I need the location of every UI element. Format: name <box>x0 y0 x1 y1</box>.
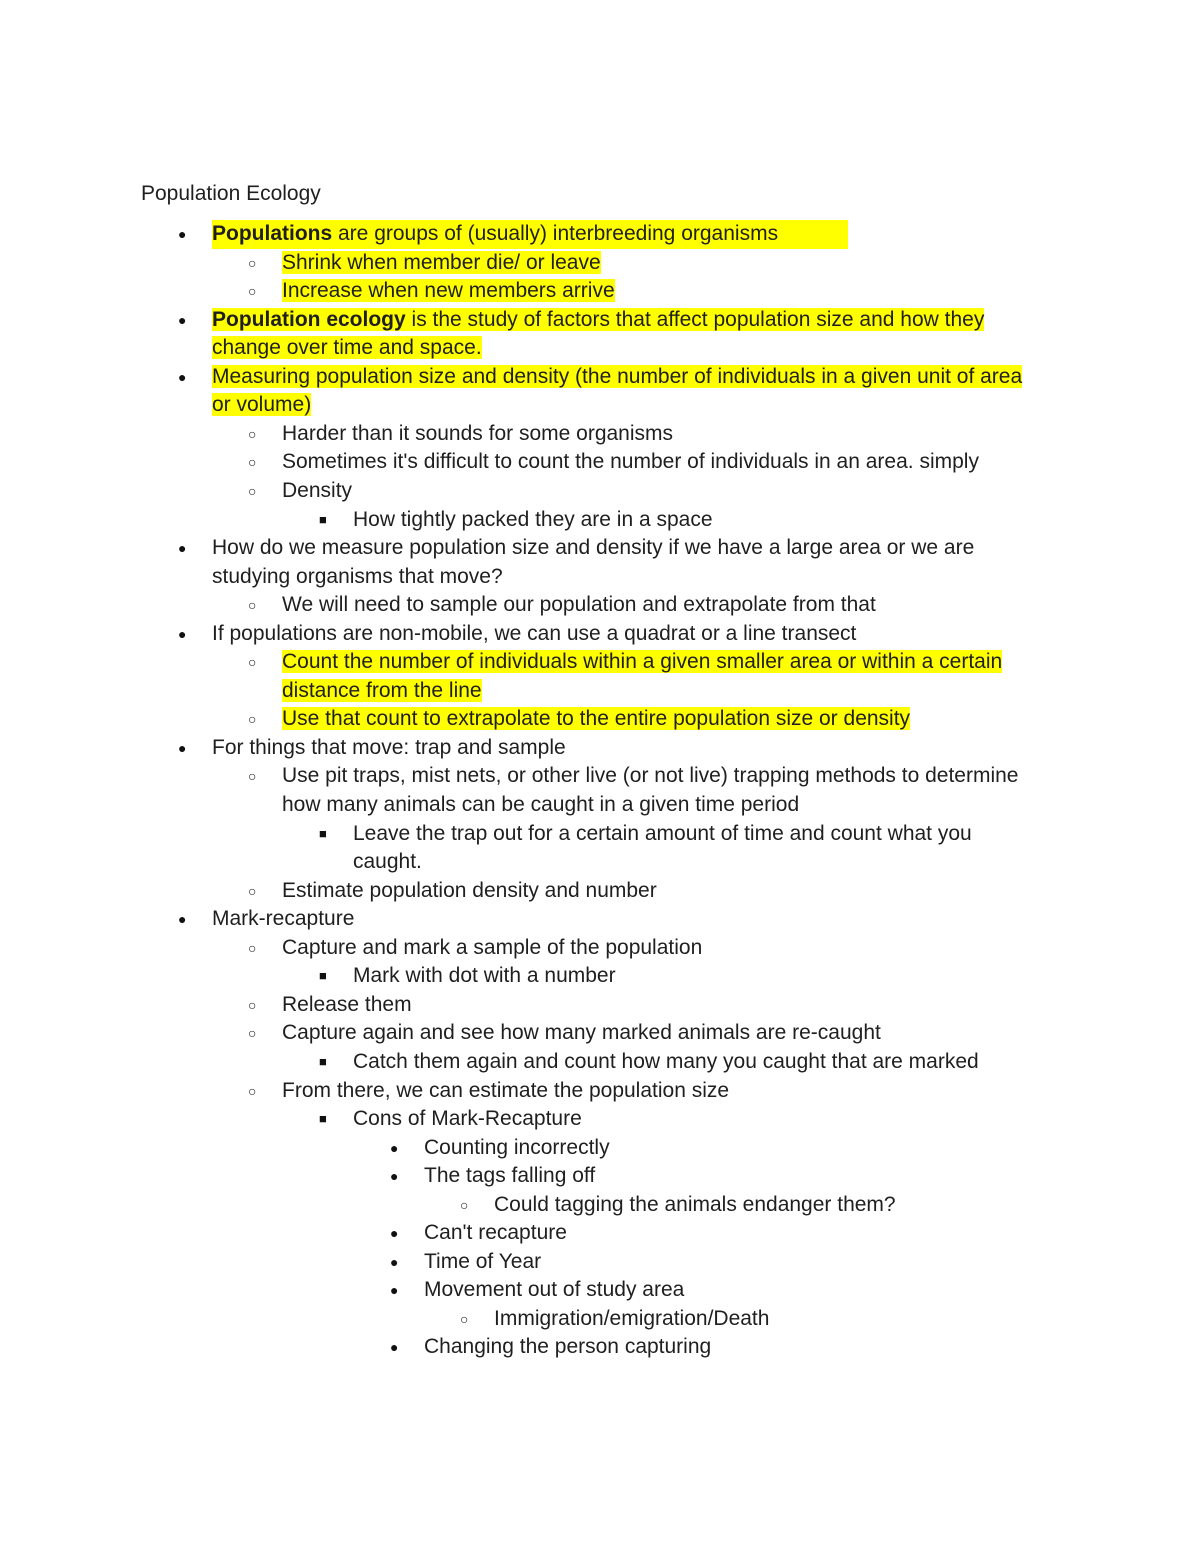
disc-bullet-icon: ● <box>390 1168 399 1185</box>
disc-bullet-icon: ● <box>178 625 187 642</box>
square-bullet-icon: ■ <box>319 1111 327 1127</box>
circle-bullet-icon: ○ <box>248 1025 257 1042</box>
list-item <box>282 1019 881 1048</box>
item-text: Movement out of study area <box>424 1278 685 1302</box>
item-text: Can't recapture <box>424 1221 567 1245</box>
circle-bullet-icon: ○ <box>248 939 257 956</box>
item-text: The tags falling off <box>424 1164 596 1188</box>
disc-bullet-icon: ● <box>178 368 187 385</box>
list-item <box>424 1333 711 1362</box>
list-item-continuation <box>212 563 503 592</box>
item-text: Sometimes it's difficult to count the number of individuals in an area. simply <box>282 450 979 474</box>
disc-bullet-icon: ● <box>390 1339 399 1356</box>
item-text: Capture and mark a sample of the population <box>282 935 703 959</box>
item-text: Changing the person capturing <box>424 1335 712 1359</box>
circle-bullet-icon: ○ <box>248 711 257 728</box>
item-text: Harder than it sounds for some organisms <box>282 421 674 445</box>
item-text: Density <box>282 478 353 502</box>
item-text: If populations are non-mobile, we can use a quadrat or a line transect <box>212 621 857 645</box>
list-item-continuation <box>212 391 311 420</box>
item-text: Measuring population size and density (the number of individuals in a given unit of area <box>212 364 1023 388</box>
list-item <box>424 1248 541 1277</box>
item-text: Cons of Mark-Recapture <box>353 1107 582 1131</box>
list-item <box>282 420 673 449</box>
list-item <box>282 448 979 477</box>
document-title: Population Ecology <box>141 182 321 205</box>
item-text: Count the number of individuals within a given smaller area or within a certain <box>282 650 1003 674</box>
list-item <box>282 249 601 278</box>
circle-bullet-icon: ○ <box>248 654 257 671</box>
disc-bullet-icon: ● <box>390 1139 399 1156</box>
item-text: From there, we can estimate the population size <box>282 1078 730 1102</box>
item-text: How do we measure population size and density if we have a large area or we are <box>212 536 975 560</box>
item-text: Use pit traps, mist nets, or other live (or not live) trapping methods to determine <box>282 764 1019 788</box>
item-text: is the study of factors that affect population size and how they <box>405 307 985 331</box>
circle-bullet-icon: ○ <box>248 482 257 499</box>
item-text: Counting incorrectly <box>424 1135 610 1159</box>
list-item-continuation <box>282 677 482 706</box>
item-text: are groups of (usually) interbreeding organisms <box>332 222 779 245</box>
item-text: We will need to sample our population and extrapolate from that <box>282 593 876 617</box>
square-bullet-icon: ■ <box>319 511 327 527</box>
list-item <box>212 363 1022 392</box>
square-bullet-icon: ■ <box>319 1053 327 1069</box>
item-text: studying organisms that move? <box>212 564 503 588</box>
list-item <box>282 705 910 734</box>
square-bullet-icon: ■ <box>319 825 327 841</box>
list-item <box>424 1219 567 1248</box>
list-item <box>424 1134 610 1163</box>
list-item <box>424 1276 684 1305</box>
item-text: how many animals can be caught in a given time period <box>282 793 800 816</box>
circle-bullet-icon: ○ <box>460 1310 469 1327</box>
disc-bullet-icon: ● <box>178 739 187 756</box>
item-text: Could tagging the animals endanger them? <box>494 1192 896 1216</box>
item-text: Leave the trap out for a certain amount of time and count what you <box>353 821 972 845</box>
list-item <box>282 991 412 1020</box>
list-item <box>282 877 657 906</box>
disc-bullet-icon: ● <box>178 540 187 557</box>
item-text: change over time and space. <box>212 336 482 360</box>
list-item <box>353 1048 979 1077</box>
list-item <box>282 648 1002 677</box>
circle-bullet-icon: ○ <box>248 254 257 271</box>
item-text: Immigration/emigration/Death <box>494 1306 770 1330</box>
list-item <box>212 534 974 563</box>
disc-bullet-icon: ● <box>390 1253 399 1270</box>
list-item <box>353 1105 582 1134</box>
list-item <box>212 734 566 763</box>
bold-term: Populations <box>212 222 333 245</box>
circle-bullet-icon: ○ <box>248 768 257 785</box>
circle-bullet-icon: ○ <box>248 425 257 442</box>
item-text: or volume) <box>212 393 312 417</box>
list-item <box>353 820 972 849</box>
disc-bullet-icon: ● <box>390 1282 399 1299</box>
item-text: Mark-recapture <box>212 907 355 931</box>
list-item <box>282 1077 729 1106</box>
circle-bullet-icon: ○ <box>460 1196 469 1213</box>
item-text: Estimate population density and number <box>282 878 657 902</box>
list-item <box>424 1162 595 1191</box>
disc-bullet-icon: ● <box>178 226 187 242</box>
list-item <box>212 220 848 249</box>
item-text: Catch them again and count how many you caught that are marked <box>353 1049 979 1073</box>
bold-term: Population ecology <box>212 307 406 331</box>
item-text: Increase when new members arrive <box>282 279 615 303</box>
circle-bullet-icon: ○ <box>248 597 257 614</box>
disc-bullet-icon: ● <box>178 911 187 928</box>
item-text: Time of Year <box>424 1249 542 1273</box>
item-text: Capture again and see how many marked animals are re-caught <box>282 1021 881 1045</box>
item-text: Mark with dot with a number <box>353 964 616 988</box>
list-item <box>282 277 615 306</box>
list-item <box>282 477 352 506</box>
list-item <box>282 762 1019 791</box>
item-text: Release them <box>282 992 412 1016</box>
list-item <box>494 1305 769 1334</box>
list-item-continuation <box>212 334 482 363</box>
list-item <box>282 591 876 620</box>
item-text: For things that move: trap and sample <box>212 735 566 759</box>
list-item-continuation <box>282 791 799 820</box>
list-item <box>282 934 702 963</box>
list-item-continuation <box>353 848 422 877</box>
disc-bullet-icon: ● <box>390 1225 399 1242</box>
item-text: distance from the line <box>282 678 482 702</box>
circle-bullet-icon: ○ <box>248 1082 257 1099</box>
item-text: Use that count to extrapolate to the entire population size or density <box>282 707 911 731</box>
circle-bullet-icon: ○ <box>248 283 257 300</box>
list-item <box>212 620 856 649</box>
circle-bullet-icon: ○ <box>248 454 257 471</box>
list-item <box>212 905 354 934</box>
disc-bullet-icon: ● <box>178 311 187 328</box>
circle-bullet-icon: ○ <box>248 882 257 899</box>
list-item <box>494 1191 896 1220</box>
square-bullet-icon: ■ <box>319 968 327 984</box>
list-item <box>353 962 616 991</box>
item-text: caught. <box>353 850 422 874</box>
list-item <box>212 306 984 335</box>
circle-bullet-icon: ○ <box>248 996 257 1013</box>
item-text: How tightly packed they are in a space <box>353 507 713 531</box>
list-item <box>353 506 713 535</box>
item-text: Shrink when member die/ or leave <box>282 250 601 274</box>
